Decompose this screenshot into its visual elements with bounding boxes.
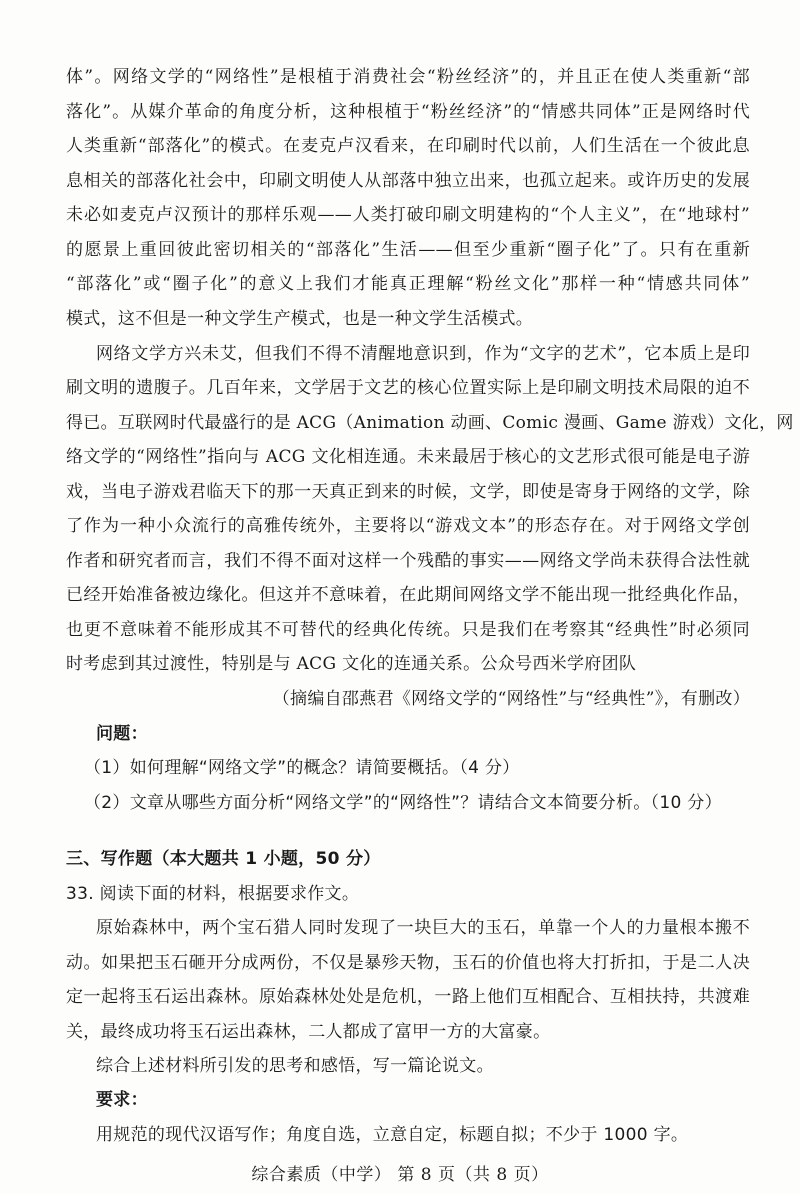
material-line: 关，最终成功将玉石运出森林，二人都成了富甲一方的大富豪。 <box>66 1022 551 1042</box>
passage-line: 网络文学方兴未艾，但我们不得不清醒地意识到，作为“文字的艺术”，它本质上是印 <box>96 344 750 364</box>
passage-line: 体”。网络文学的“网络性”是根植于消费社会“粉丝经济”的，并且正在使人类重新“部 <box>66 67 750 87</box>
passage-line: 刷文明的遗腹子。几百年来，文学居于文艺的核心位置实际上是印刷文明技术局限的迫不 <box>66 378 750 398</box>
passage-line: 落化”。从媒介革命的角度分析，这种根植于“粉丝经济”的“情感共同体”正是网络时代 <box>66 102 750 122</box>
passage-line: “部落化”或“圈子化”的意义上我们才能真正理解“粉丝文化”那样一种“情感共同体” <box>66 274 750 294</box>
writing-prompt: 综合上述材料所引发的思考和感悟，写一篇论说文。 <box>96 1056 494 1076</box>
material-line: 动。如果把玉石砸开分成两份，不仅是暴殄天物，玉石的价值也将大打折扣，于是二人决 <box>66 953 750 973</box>
passage-line: 戏，当电子游戏君临天下的那一天真正到来的时候，文学，即使是寄身于网络的文学，除 <box>66 482 750 502</box>
section-3-heading: 三、写作题（本大题共 1 小题，50 分） <box>66 849 381 869</box>
passage-line: 了作为一种小众流行的高雅传统外，主要将以“游戏文本”的形态存在。对于网络文学创 <box>66 516 750 536</box>
passage-line: 也更不意味着不能形成其不可替代的经典化传统。只是我们在考察其“经典性”时必须同 <box>66 620 750 640</box>
material-line: 定一起将玉石运出森林。原始森林处处是危机，一路上他们互相配合、互相扶持，共渡难 <box>66 987 750 1007</box>
passage-line: 未必如麦克卢汉预计的那样乐观——人类打破印刷文明建构的“个人主义”，在“地球村” <box>66 205 750 225</box>
question-1: （1）如何理解“网络文学”的概念？请简要概括。（4 分） <box>84 758 520 778</box>
passage-line: 作者和研究者而言，我们不得不面对这样一个残酷的事实——网络文学尚未获得合法性就 <box>66 551 750 571</box>
questions-heading: 问题： <box>96 724 148 744</box>
passage-line: 人类重新“部落化”的模式。在麦克卢汉看来，在印刷时代以前，人们生活在一个彼此息 <box>66 136 750 156</box>
requirements-heading: 要求： <box>96 1090 148 1110</box>
passage-line: 息相关的部落化社会中，印刷文明使人从部落中独立出来，也孤立起来。或许历史的发展 <box>66 171 750 191</box>
material-line: 原始森林中，两个宝石猎人同时发现了一块巨大的玉石，单靠一个人的力量根本搬不 <box>96 918 750 938</box>
passage-line: 已经开始准备被边缘化。但这并不意味着，在此期间网络文学不能出现一批经典化作品， <box>66 585 750 605</box>
requirements-text: 用规范的现代汉语写作；角度自选，立意自定，标题自拟；不少于 1000 字。 <box>96 1125 689 1145</box>
passage-line: 络文学的“网络性”指向与 ACG 文化相连通。未来最居于核心的文艺形式很可能是电子游 <box>66 447 750 467</box>
passage-line: 模式，这不但是一种文学生产模式，也是一种文学生活模式。 <box>66 309 534 329</box>
passage-line: 得已。互联网时代最盛行的是 ACG（Animation 动画、Comic 漫画、Game 游戏）文化，网 <box>66 413 794 433</box>
question-2: （2）文章从哪些方面分析“网络文学”的“网络性”？请结合文本简要分析。（10 分） <box>84 793 722 813</box>
passage-line: 时考虑到其过渡性，特别是与 ACG 文化的连通关系。公众号西米学府团队 <box>66 654 637 674</box>
page-footer: 综合素质（中学） 第 8 页（共 8 页） <box>251 1165 549 1185</box>
passage-line: 的愿景上重回彼此密切相关的“部落化”生活——但至少重新“圈子化”了。只有在重新 <box>66 240 750 260</box>
question-33: 33. 阅读下面的材料，根据要求作文。 <box>66 884 360 904</box>
passage-source: （摘编自邵燕君《网络文学的“网络性”与“经典性”》，有删改） <box>272 689 750 709</box>
